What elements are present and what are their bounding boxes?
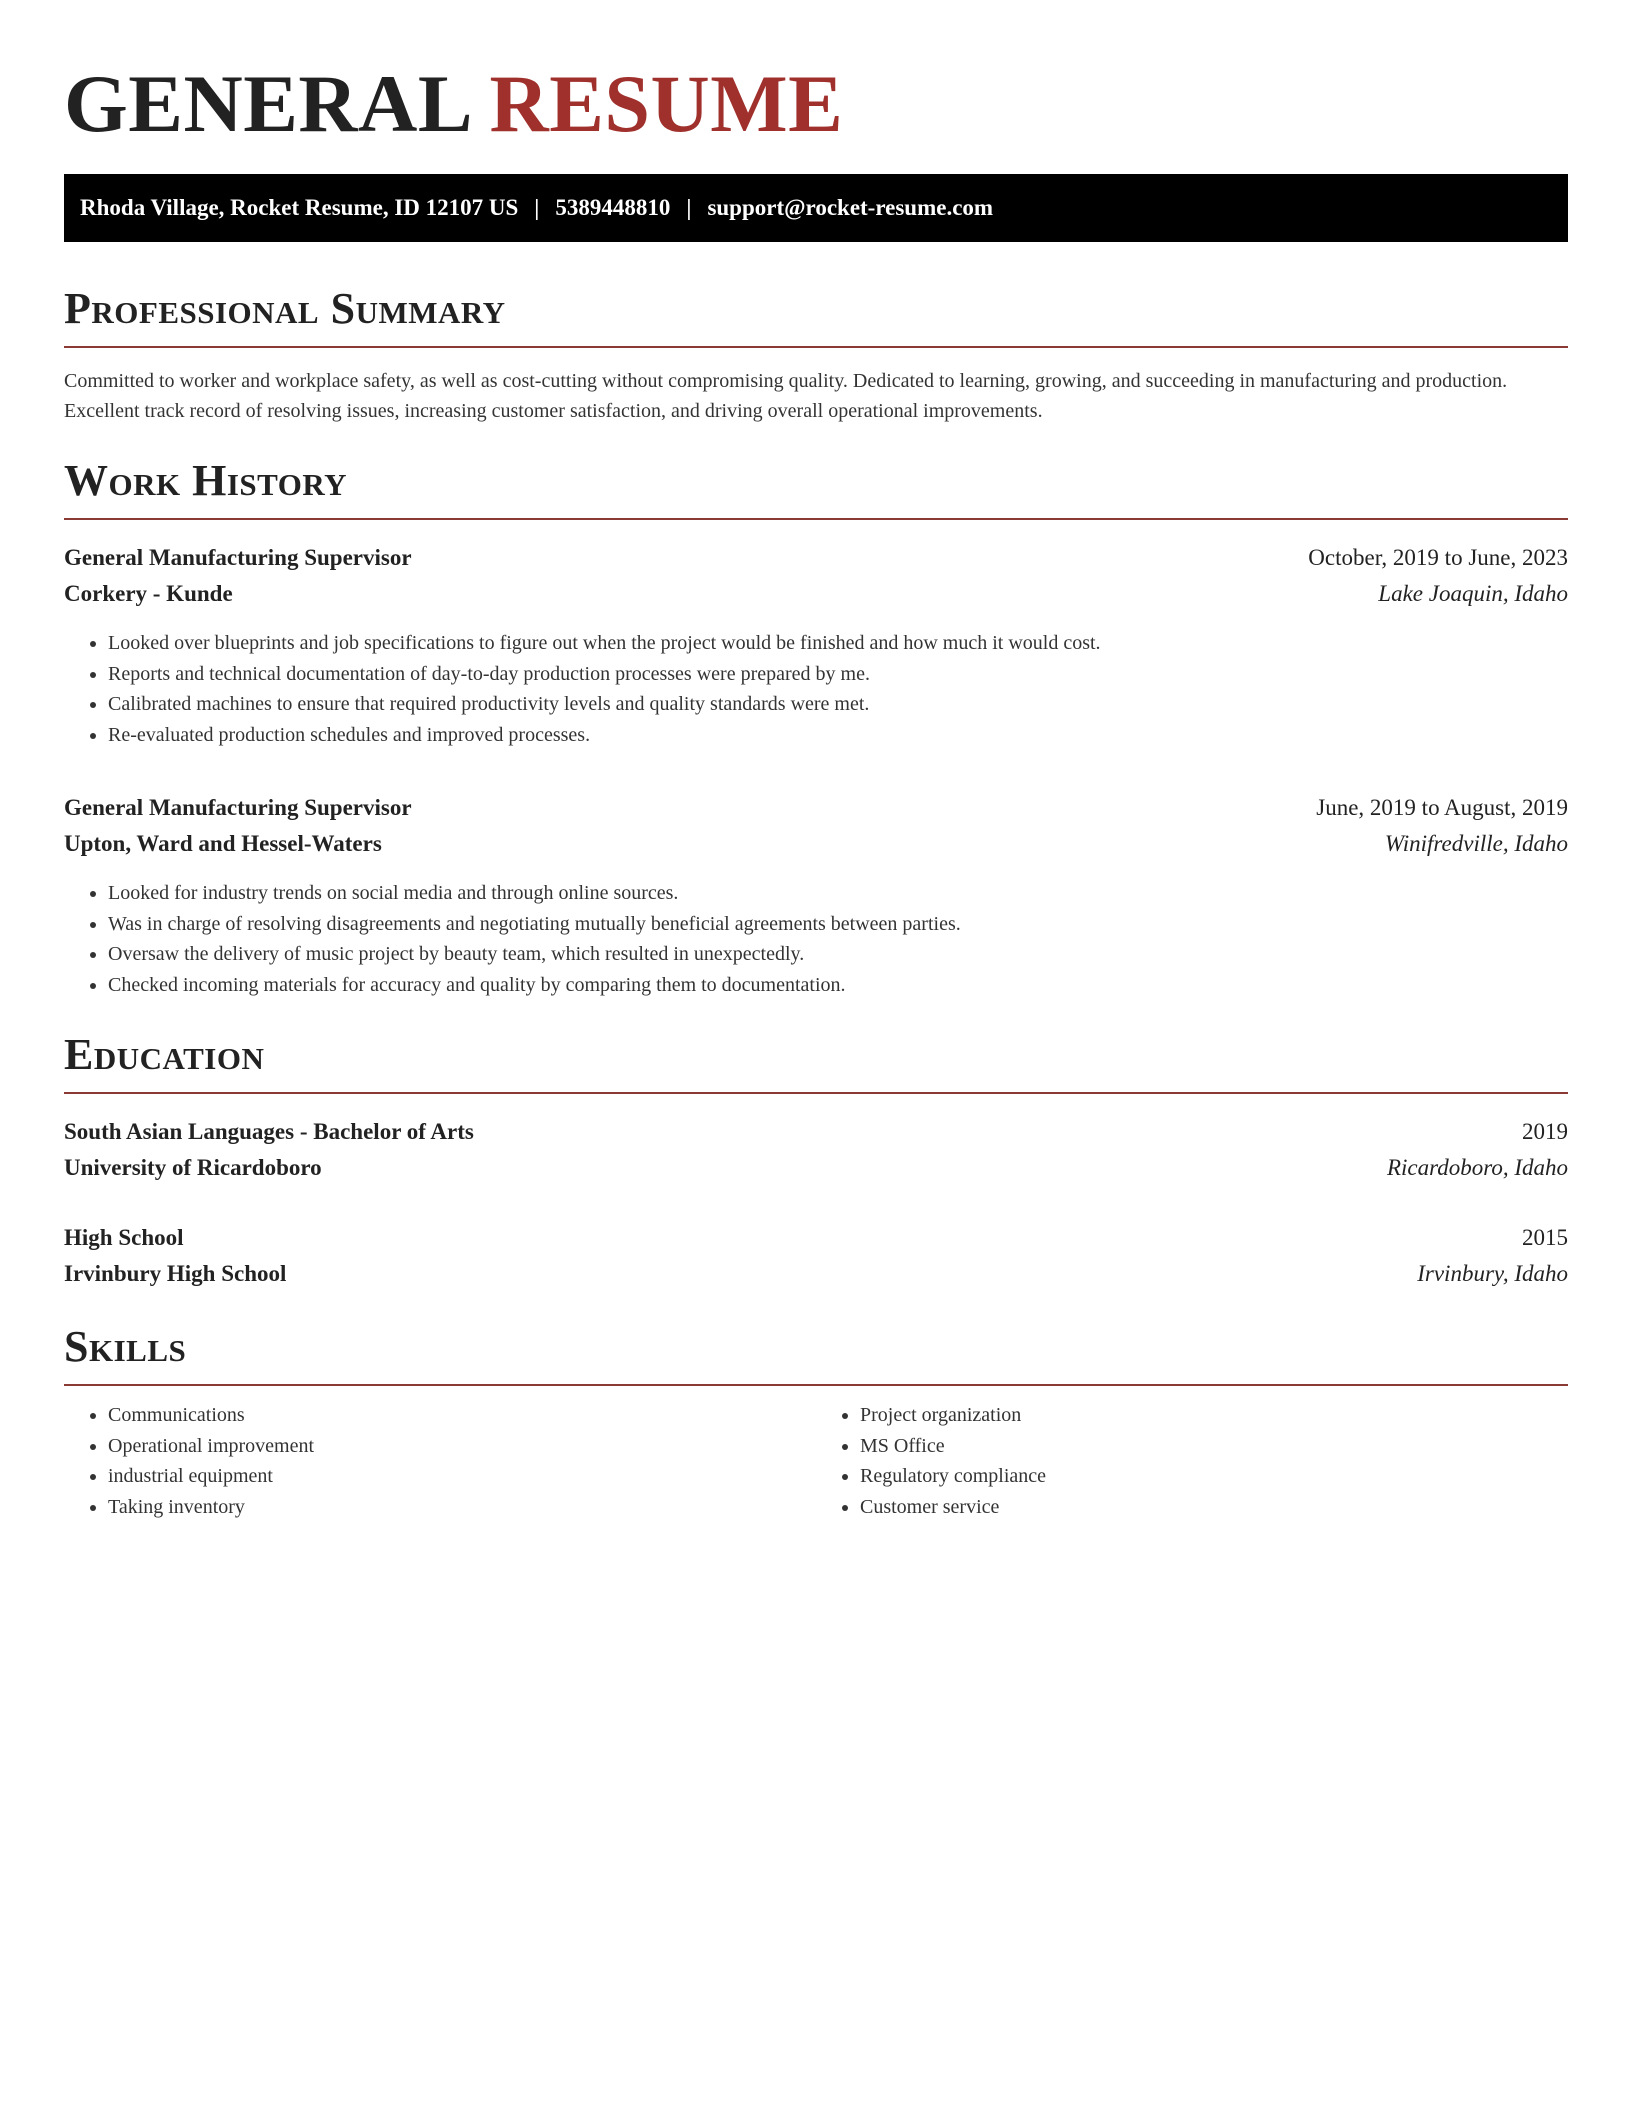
list-item: • Reports and technical documentation of day-to-day production processes were prepared by me. bbox=[108, 659, 1568, 690]
summary-section bbox=[64, 284, 1568, 426]
skill-item: • Regulatory compliance bbox=[860, 1461, 1568, 1492]
contact-bar bbox=[64, 174, 1568, 242]
job-dates: October, 2019 to June, 2023 bbox=[1308, 545, 1568, 570]
education-school: University of Ricardoboro bbox=[64, 1155, 322, 1180]
job-location: Winifredville, Idaho bbox=[1384, 831, 1568, 856]
list-item: • Oversaw the delivery of music project by beauty team, which resulted in unexpectedly. bbox=[108, 939, 1568, 970]
section-title: Skills bbox=[64, 1322, 187, 1371]
job-duties bbox=[64, 878, 1568, 1000]
skill-item: • Project organization bbox=[860, 1400, 1568, 1431]
education-degree: High School bbox=[64, 1225, 184, 1250]
section-divider bbox=[64, 346, 1568, 348]
job-entry bbox=[64, 540, 1568, 750]
summary-text: Committed to worker and workplace safety, as well as cost-cutting without compromising quality. Dedicated to learning, growing, and succeeding in manufacturing and production. Excellent track record of resolving issues, increasing customer satisfaction, and driving overall operational improvements. bbox=[64, 370, 1508, 422]
job-title: General Manufacturing Supervisor bbox=[64, 795, 412, 820]
section-title: Work History bbox=[64, 456, 348, 505]
list-item: • Was in charge of resolving disagreements and negotiating mutually beneficial agreements between parties. bbox=[108, 909, 1568, 940]
education-location: Ricardoboro, Idaho bbox=[1386, 1155, 1568, 1180]
skills-grid bbox=[64, 1400, 1568, 1522]
contact-address: Rhoda Village, Rocket Resume, ID 12107 US bbox=[80, 195, 519, 220]
skills-section bbox=[64, 1322, 1568, 1522]
education-degree: South Asian Languages - Bachelor of Arts bbox=[64, 1119, 474, 1144]
job-location: Lake Joaquin, Idaho bbox=[1378, 581, 1568, 606]
contact-phone: 5389448810 bbox=[555, 195, 671, 220]
contact-separator: | bbox=[686, 195, 692, 220]
education-year: 2015 bbox=[1522, 1225, 1568, 1250]
job-entry bbox=[64, 790, 1568, 1000]
education-school: Irvinbury High School bbox=[64, 1261, 287, 1286]
education-entry bbox=[64, 1220, 1568, 1292]
section-title: Education bbox=[64, 1030, 265, 1079]
skill-item: • Customer service bbox=[860, 1492, 1568, 1523]
skill-item: • Operational improvement bbox=[108, 1431, 816, 1462]
contact-email: support@rocket-resume.com bbox=[707, 195, 994, 220]
list-item: • Calibrated machines to ensure that required productivity levels and quality standards were met. bbox=[108, 689, 1568, 720]
list-item: • Checked incoming materials for accuracy and quality by comparing them to documentation. bbox=[108, 970, 1568, 1001]
skill-item: • Communications bbox=[108, 1400, 816, 1431]
contact-separator: | bbox=[534, 195, 540, 220]
skill-item: • Taking inventory bbox=[108, 1492, 816, 1523]
list-item: • Looked over blueprints and job specifications to figure out when the project would be finished and how much it would cost. bbox=[108, 628, 1568, 659]
education-location: Irvinbury, Idaho bbox=[1417, 1261, 1568, 1286]
section-divider bbox=[64, 518, 1568, 520]
list-item: • Looked for industry trends on social media and through online sources. bbox=[108, 878, 1568, 909]
job-company: Upton, Ward and Hessel-Waters bbox=[64, 831, 382, 856]
resume-name bbox=[64, 0, 1568, 150]
job-dates: June, 2019 to August, 2019 bbox=[1316, 795, 1568, 820]
job-duties bbox=[64, 628, 1568, 750]
education-year: 2019 bbox=[1522, 1119, 1568, 1144]
work-history-section bbox=[64, 456, 1568, 1000]
job-title: General Manufacturing Supervisor bbox=[64, 545, 412, 570]
name-last: RESUME bbox=[489, 58, 844, 149]
skills-list-right bbox=[816, 1400, 1568, 1522]
section-divider bbox=[64, 1384, 1568, 1386]
job-company: Corkery - Kunde bbox=[64, 581, 233, 606]
education-section bbox=[64, 1030, 1568, 1292]
list-item: • Re-evaluated production schedules and improved processes. bbox=[108, 720, 1568, 751]
section-title: Professional Summary bbox=[64, 284, 506, 333]
section-divider bbox=[64, 1092, 1568, 1094]
name-first: GENERAL bbox=[64, 58, 469, 149]
education-entry bbox=[64, 1114, 1568, 1186]
skill-item: • industrial equipment bbox=[108, 1461, 816, 1492]
skill-item: • MS Office bbox=[860, 1431, 1568, 1462]
skills-list-left bbox=[64, 1400, 816, 1522]
